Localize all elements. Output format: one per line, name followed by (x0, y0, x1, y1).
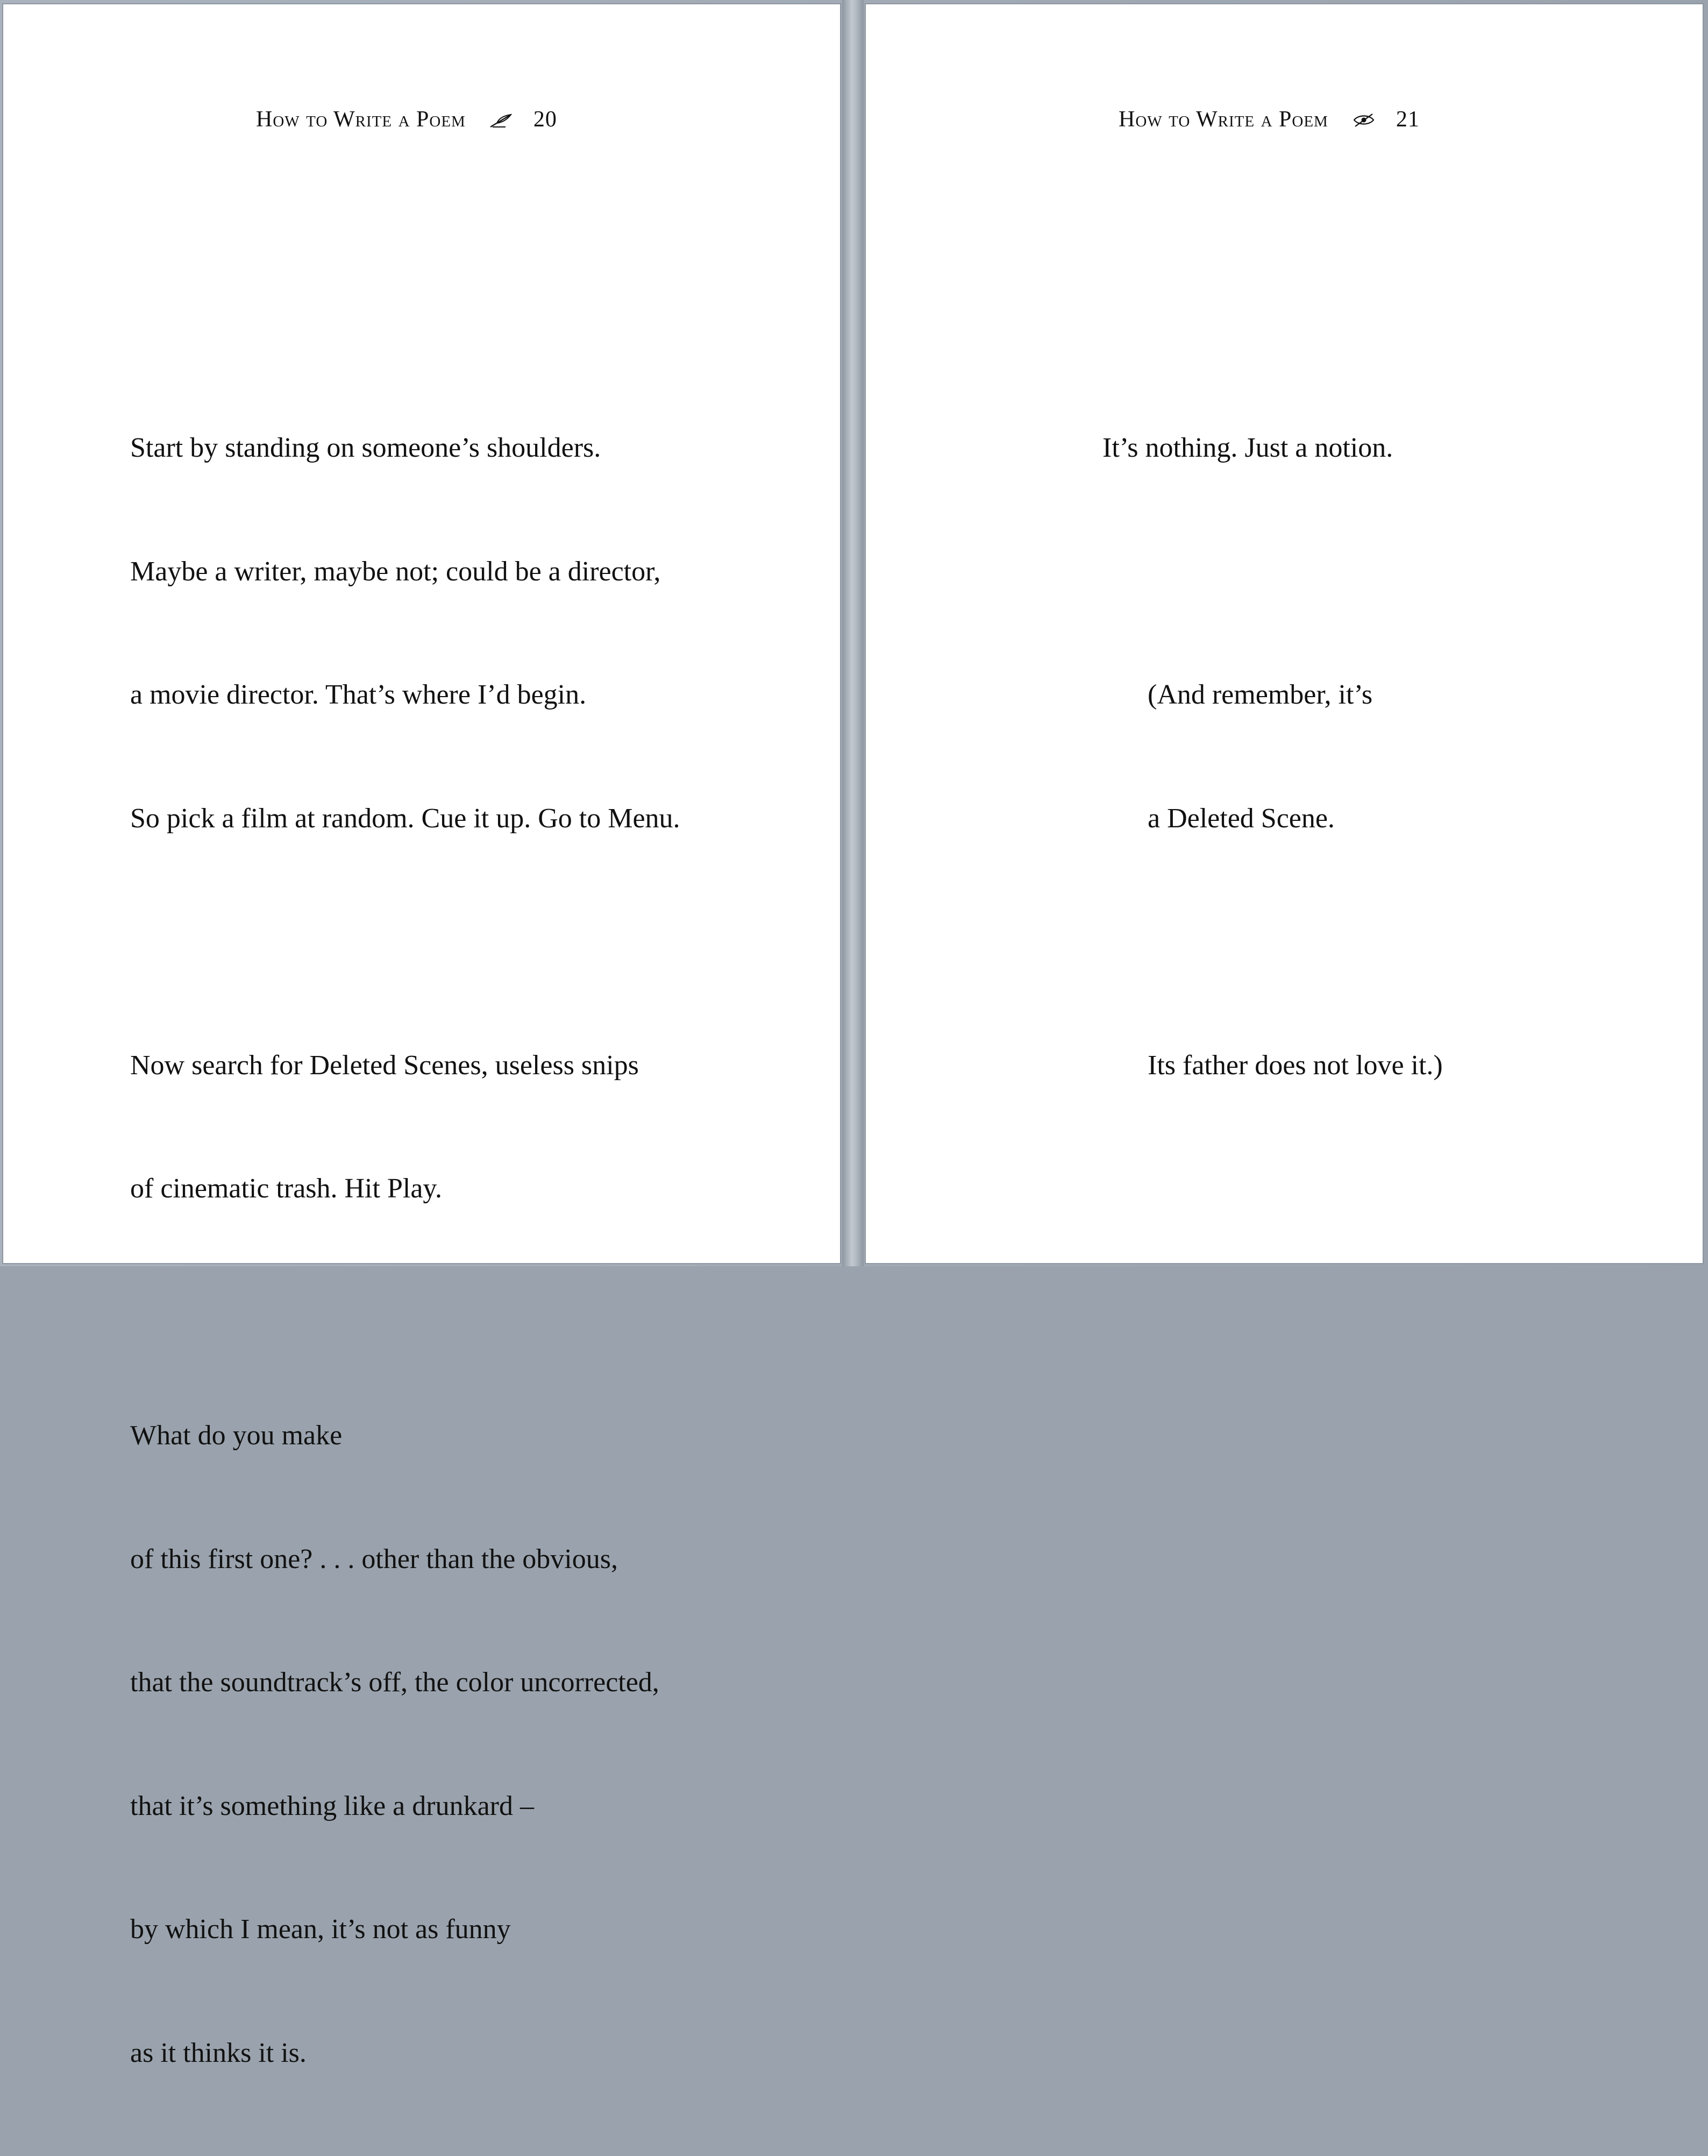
poem-line: that it’s something like a drunkard – (130, 1790, 534, 1821)
poem-body (1102, 345, 1443, 1168)
poem-line: Now search for Deleted Scenes, useless snips (130, 1049, 639, 1081)
quill-pen-icon (489, 112, 513, 129)
poem-line: by which I mean, it’s not as funny (130, 1914, 511, 1945)
page-left (2, 3, 841, 2068)
page-number: 21 (1396, 107, 1420, 132)
stanza-break (130, 921, 680, 963)
running-head-title: How to Write a Poem (256, 107, 466, 132)
poem-line: (And remember, it’s (1148, 679, 1373, 710)
poem-line: Its father does not love it.) (1148, 1049, 1443, 1081)
running-head (256, 107, 557, 132)
running-head-title: How to Write a Poem (1119, 107, 1328, 132)
poem-body (130, 345, 680, 2156)
page-gutter (842, 0, 864, 1266)
poem-line: of this first one? . . . other than the obvious, (130, 1543, 618, 1575)
page-right (865, 3, 1704, 1264)
poem-line: It’s nothing. Just a notion. (1102, 432, 1393, 463)
stanza-break (130, 1292, 680, 1334)
running-head (1119, 107, 1420, 132)
poem-line: that the soundtrack’s off, the color uncorrected, (130, 1667, 659, 1698)
poem-line: as it thinks it is. (130, 2037, 307, 2068)
ink-eye-icon (1352, 112, 1376, 129)
poem-line: Start by standing on someone’s shoulders. (130, 432, 601, 463)
poem-line: What do you make (130, 1420, 343, 1451)
poem-line: a movie director. That’s where I’d begin. (130, 679, 587, 710)
stanza-break (1102, 921, 1443, 963)
poem-line: a Deleted Scene. (1148, 803, 1335, 834)
poem-line: So pick a film at random. Cue it up. Go to Menu. (130, 803, 680, 834)
page-number: 20 (533, 107, 557, 132)
stanza-break (1102, 551, 1443, 593)
poem-line: Maybe a writer, maybe not; could be a director, (130, 556, 661, 587)
poem-line: of cinematic trash. Hit Play. (130, 1173, 443, 1204)
